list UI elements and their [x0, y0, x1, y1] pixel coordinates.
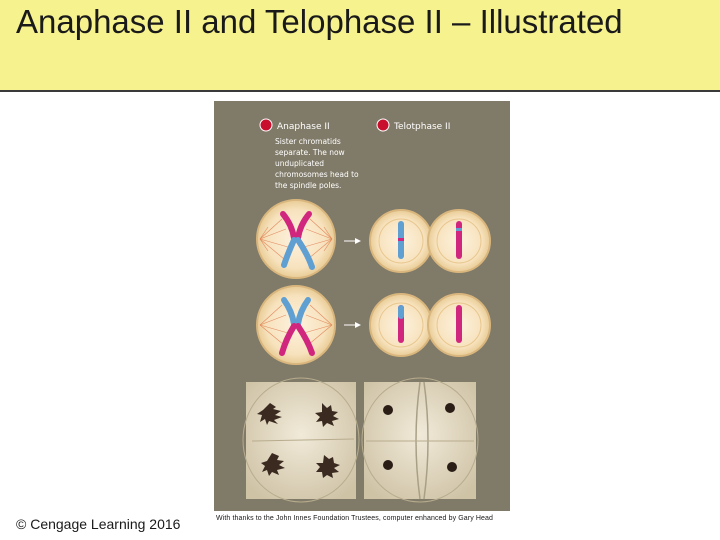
telophase-cell-bottom-right	[428, 294, 490, 356]
image-credit: With thanks to the John Innes Foundation Trustees, computer enhanced by Gary Head	[216, 515, 493, 522]
title-band	[0, 0, 720, 92]
slide-title: Anaphase II and Telophase II – Illustrated	[16, 3, 623, 40]
caption-line: separate. The now	[275, 148, 345, 157]
meiosis-illustration	[214, 101, 510, 511]
red-marker-icon	[260, 119, 272, 131]
anaphase-cell-bottom	[257, 286, 335, 364]
caption-line: unduplicated	[275, 159, 324, 168]
red-marker-icon	[377, 119, 389, 131]
copyright-notice: © Cengage Learning 2016	[16, 516, 181, 532]
micrograph-anaphase	[243, 378, 359, 502]
telophase-cell-top-left	[370, 210, 432, 272]
anaphase-label: Anaphase II	[277, 122, 330, 132]
telophase-cell-bottom-left	[370, 294, 432, 356]
telophase-label: Telotphase II	[394, 122, 451, 132]
anaphase-caption	[275, 137, 359, 190]
caption-line: chromosomes head to	[275, 170, 359, 179]
micrograph-telophase	[362, 378, 478, 502]
telophase-cell-top-right	[428, 210, 490, 272]
caption-line: Sister chromatids	[275, 137, 341, 146]
stage-label-telophase	[377, 119, 450, 132]
anaphase-cell-top	[257, 200, 335, 278]
caption-line: the spindle poles.	[275, 181, 342, 190]
meiosis-figure	[214, 101, 510, 511]
stage-label-anaphase	[260, 119, 330, 132]
